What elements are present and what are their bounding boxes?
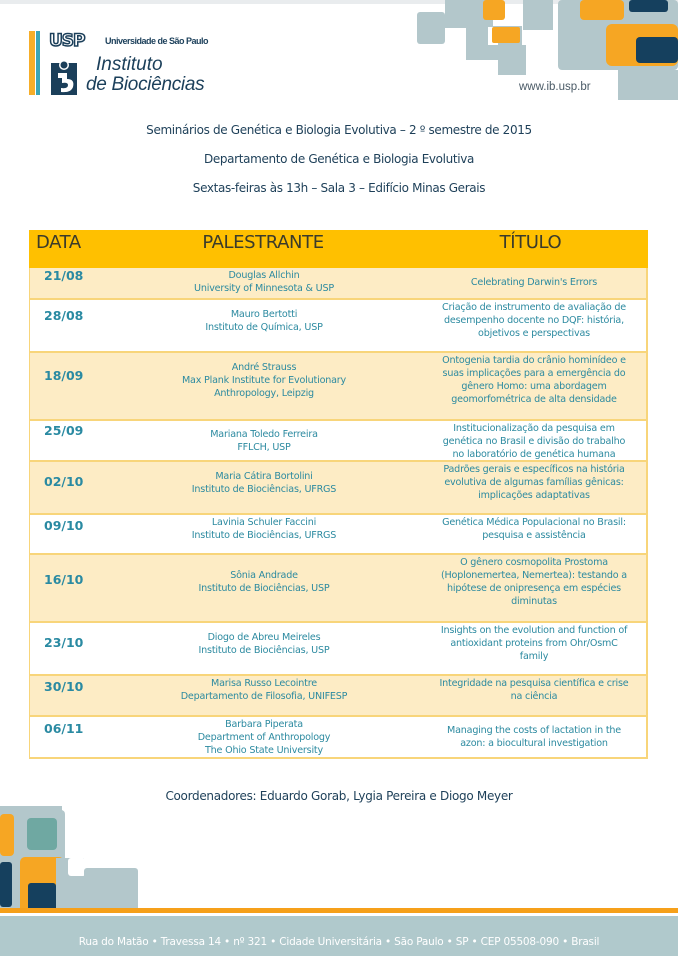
table-row [29, 717, 648, 759]
talk-title-line: azon: a biocultural investigation [460, 738, 608, 749]
seminar-date: 25/09 [44, 423, 84, 438]
column-header-speaker: PALESTRANTE [202, 232, 324, 253]
speaker-affiliation: Instituto de Química, USP [205, 322, 323, 333]
table-header-row [29, 230, 648, 268]
institute-name-line1: Instituto [96, 54, 163, 75]
talk-title-line: family [519, 651, 549, 662]
schedule-info: Sextas-feiras às 13h – Sala 3 – Edifício Minas Gerais [192, 181, 486, 195]
seminar-date: 06/11 [44, 721, 84, 736]
speaker-affiliation: The Ohio State University [205, 745, 323, 756]
talk-title-cell [422, 677, 646, 703]
logo-yellow-bar [29, 31, 35, 95]
talk-title-cell [422, 724, 646, 750]
university-name: Universidade de São Paulo [105, 36, 209, 46]
seminar-date: 21/08 [44, 268, 84, 283]
seminar-date: 28/08 [44, 308, 84, 323]
coordinators: Coordenadores: Eduardo Gorab, Lygia Pereira e Diogo Meyer [165, 789, 513, 803]
speaker-name: Barbara Piperata [225, 719, 303, 730]
talk-title-line: no laboratório de genética humana [452, 449, 616, 460]
speaker-name: Diogo de Abreu Meireles [207, 632, 321, 643]
talk-title-cell [422, 556, 646, 608]
speaker-name: Maria Cátira Bortolini [215, 471, 313, 482]
seminar-date: 09/10 [44, 518, 84, 533]
speaker-cell [114, 361, 414, 400]
speaker-name: André Strauss [231, 362, 297, 373]
speaker-affiliation: FFLCH, USP [237, 442, 291, 453]
speaker-affiliation: Departamento de Filosofia, UNIFESP [180, 691, 348, 702]
table-row [29, 515, 648, 555]
usp-logo-text: USP [49, 31, 85, 51]
talk-title-line: Managing the costs of lactation in the [447, 725, 621, 736]
speaker-name: Sônia Andrade [230, 570, 298, 581]
table-body [29, 268, 648, 759]
speaker-affiliation: Anthropology, Leipzig [214, 388, 314, 399]
seminar-headings [0, 121, 678, 208]
talk-title-line: geomorfométrica de alta densidade [451, 394, 617, 405]
department-name: Departamento de Genética e Biologia Evolutiva [203, 152, 475, 166]
talk-title-line: Institucionalização da pesquisa em [453, 423, 615, 434]
speaker-name: Lavinia Schuler Faccini [211, 517, 317, 528]
speaker-affiliation: Instituto de Biociências, USP [198, 583, 330, 594]
table-row [29, 300, 648, 353]
speaker-cell [114, 569, 414, 595]
speaker-affiliation: Instituto de Biociências, UFRGS [191, 530, 337, 541]
table-row [29, 676, 648, 717]
talk-title-line: Genética Médica Populacional no Brasil: [442, 517, 626, 528]
website-url[interactable]: www.ib.usp.br [519, 81, 591, 93]
table-row [29, 462, 648, 515]
talk-title-cell [422, 354, 646, 406]
talk-title-line: Padrões gerais e específicos na história [443, 464, 625, 475]
seminar-title: Seminários de Genética e Biologia Evolutiva – 2 º semestre de 2015 [146, 123, 532, 137]
speaker-cell [114, 428, 414, 454]
talk-title-cell [422, 516, 646, 542]
speaker-affiliation: Instituto de Biociências, USP [198, 645, 330, 656]
talk-title-line: O gênero cosmopolita Prostoma [460, 557, 608, 568]
talk-title-line: genética no Brasil e divisão do trabalho [442, 436, 626, 447]
institute-name-line2: de Biociências [86, 74, 205, 95]
talk-title-line: Ontogenia tardia do crânio hominídeo e [442, 355, 626, 366]
talk-title-line: antioxidant proteins from Ohr/OsmC [450, 638, 618, 649]
seminar-date: 18/09 [44, 368, 84, 383]
speaker-name: Douglas Allchin [228, 270, 300, 281]
talk-title-line: gênero Homo: uma abordagem [461, 381, 607, 392]
table-row [29, 268, 648, 300]
table-row [29, 623, 648, 676]
seminar-date: 23/10 [44, 635, 84, 650]
seminar-schedule-table [29, 230, 648, 759]
talk-title-line: Insights on the evolution and function of [440, 625, 628, 636]
seminar-date: 30/10 [44, 679, 84, 694]
talk-title-line: objetivos e perspectivas [478, 328, 590, 339]
talk-title-cell [422, 463, 646, 502]
talk-title-line: suas implicações para a emergência do [442, 368, 626, 379]
talk-title-line: (Hoplonemertea, Nemertea): testando a [441, 570, 627, 581]
logo-blue-bar [36, 31, 40, 95]
talk-title-line: desempenho docente no DQF: história, [444, 315, 624, 326]
talk-title-cell [422, 301, 646, 340]
seminar-date: 02/10 [44, 474, 84, 489]
footer-address-bar [0, 916, 678, 956]
speaker-affiliation: Max Plank Institute for Evolutionary [181, 375, 347, 386]
talk-title-line: Criação de instrumento de avaliação de [442, 302, 626, 313]
talk-title-line: Celebrating Darwin's Errors [470, 277, 598, 288]
column-header-date: DATA [36, 232, 81, 253]
ib-logo-icon [51, 57, 77, 95]
talk-title-line: Integridade na pesquisa científica e crise [439, 678, 629, 689]
talk-title-line: implicações adaptativas [478, 490, 590, 501]
talk-title-cell [422, 276, 646, 289]
talk-title-line: diminutas [511, 596, 557, 607]
speaker-cell [114, 631, 414, 657]
talk-title-line: evolutiva de algumas famílias gênicas: [444, 477, 624, 488]
speaker-name: Mauro Bertotti [230, 309, 298, 320]
column-header-title: TÍTULO [499, 232, 562, 253]
speaker-cell [114, 470, 414, 496]
speaker-cell [114, 516, 414, 542]
decorative-squares-bottom [0, 806, 140, 913]
seminar-date: 16/10 [44, 572, 84, 587]
talk-title-cell [422, 624, 646, 663]
speaker-affiliation: Department of Anthropology [197, 732, 331, 743]
speaker-affiliation: University of Minnesota & USP [194, 283, 334, 294]
institute-logo [29, 31, 229, 97]
table-row [29, 555, 648, 623]
talk-title-line: na ciência [510, 691, 558, 702]
footer-orange-line [0, 908, 678, 913]
speaker-cell [114, 718, 414, 757]
speaker-cell [114, 308, 414, 334]
table-row [29, 421, 648, 462]
speaker-affiliation: Instituto de Biociências, UFRGS [191, 484, 337, 495]
talk-title-cell [422, 422, 646, 461]
speaker-cell [114, 269, 414, 295]
table-row [29, 353, 648, 421]
speaker-cell [114, 677, 414, 703]
talk-title-line: hipótese de onipresença em espécies [447, 583, 621, 594]
speaker-name: Marisa Russo Lecointre [211, 678, 317, 689]
footer-address: Rua do Matão • Travessa 14 • nº 321 • Cidade Universitária • São Paulo • SP • CEP 05508-090 • Brasil [78, 936, 600, 948]
talk-title-line: pesquisa e assistência [482, 530, 586, 541]
speaker-name: Mariana Toledo Ferreira [210, 429, 318, 440]
